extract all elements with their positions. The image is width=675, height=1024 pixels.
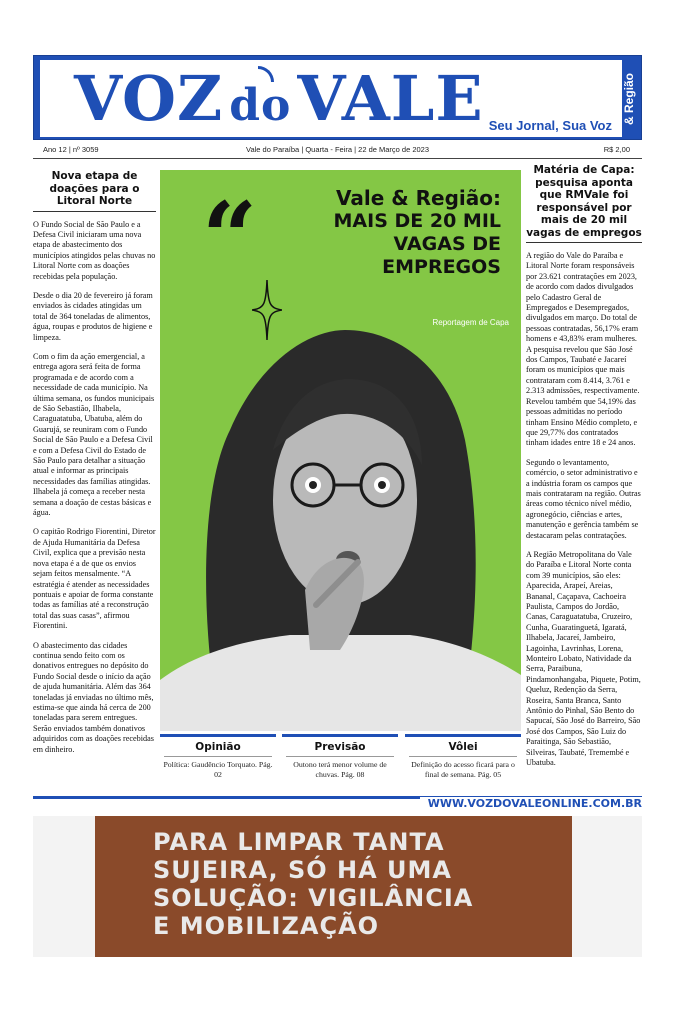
hero-subtitle: Reportagem de Capa bbox=[432, 318, 509, 327]
hero-title-line4: EMPREGOS bbox=[382, 256, 501, 278]
hero-title-line1: Vale & Região: bbox=[335, 186, 501, 210]
cover-photo bbox=[160, 290, 521, 731]
logo-part2: do bbox=[229, 80, 292, 131]
box-bar bbox=[282, 734, 398, 737]
price: R$ 2,00 bbox=[603, 145, 630, 154]
newspaper-scrap-right bbox=[572, 816, 642, 957]
quote-icon: “ bbox=[202, 181, 258, 294]
section-desc: Outono terá menor volume de chuvas. Pág. 08 bbox=[293, 760, 387, 779]
banner-line2: SUJEIRA, SÓ HÁ UMA bbox=[153, 856, 453, 884]
side-tag: & Região bbox=[622, 72, 636, 125]
masthead bbox=[33, 55, 642, 140]
website-link[interactable]: WWW.VOZDOVALEONLINE.COM.BR bbox=[420, 797, 642, 810]
left-article-body bbox=[33, 220, 156, 756]
divider bbox=[33, 158, 642, 159]
left-headline: Nova etapa de doações para o Litoral Norte bbox=[49, 170, 140, 207]
info-bar bbox=[33, 145, 642, 157]
paragraph: Desde o dia 20 de fevereiro já foram enviados às cidades atingidas um total de 364 toneladas de alimentos, água, roupas e produtos de higiene e limpeza. bbox=[33, 290, 153, 342]
logo-part3: VALE bbox=[297, 62, 484, 135]
paragraph: O Fundo Social de São Paulo e a Defesa Civil iniciaram uma nova etapa de abastecimento dos municípios atingidos pelas chuvas no Litoral Norte com as doações recebidas pela população. bbox=[33, 219, 156, 281]
bottom-banner bbox=[33, 816, 642, 957]
paragraph: A Região Metropolitana do Vale do Paraíba e Litoral Norte conta com 39 municípios, são eles: Aparecida, Arapeí, Areias, Bananal, Caçapava, Cachoeira Paulista, Campos do Jordão, Canas, Caraguatatuba, Cruzeiro, Cunha, Guaratinguetá, Igaratá, Ilhabela, Jacareí, Jambeiro, Lagoinha, Lavrinhas, Lorena, Monteiro Lobato, Natividade da Serra, Paraibuna, Pindamonhangaba, Piquete, Potim, Queluz, Redenção da Serra, Roseira, Santa Branca, Santo Antônio do Pinhal, São Bento do Sapucaí, São José do Barreiro, São José dos Campos, São Luiz do Paraitinga, São Sebastião, Silveiras, Taubaté, Tremembé e Ubatuba. bbox=[526, 549, 641, 768]
hero-title-line2: MAIS DE 20 MIL bbox=[333, 210, 501, 232]
box-bar bbox=[405, 734, 521, 737]
box-bar bbox=[160, 734, 276, 737]
divider bbox=[286, 756, 394, 757]
tagline: Seu Jornal, Sua Voz bbox=[488, 118, 612, 133]
newspaper-scrap-left bbox=[33, 816, 95, 957]
divider bbox=[164, 756, 272, 757]
section-desc: Política: Gaudêncio Torquato. Pág. 02 bbox=[163, 760, 273, 779]
logo-part1: VOZ bbox=[74, 62, 224, 135]
hero-title-line3: VAGAS DE bbox=[393, 233, 501, 255]
paragraph: Segundo o levantamento, comércio, o setor administrativo e a indústria foram os campos que mais contrataram na região. Outras áreas como técnico nível médio, agronegócio, ciências e artes, manutenção e gerência também se destacaram pelas contratações. bbox=[526, 457, 641, 540]
dateline: Vale do Paraíba | Quarta - Feira | 22 de Março de 2023 bbox=[246, 145, 430, 154]
divider bbox=[526, 242, 642, 243]
section-desc: Definição do acesso ficará para o final de semana. Pág. 05 bbox=[411, 760, 515, 779]
section-box-opiniao[interactable] bbox=[160, 734, 276, 794]
section-boxes bbox=[160, 734, 521, 794]
banner-line4: E MOBILIZAÇÃO bbox=[153, 912, 380, 940]
left-article bbox=[33, 170, 156, 764]
section-title: Opinião bbox=[195, 741, 241, 753]
sparkle-icon bbox=[252, 280, 282, 340]
banner-headline bbox=[153, 828, 473, 940]
paragraph: Com o fim da ação emergencial, a entrega agora será feita de forma programada e de acordo com a necessidade de cada município. Na última semana, os fundos municipais de São Sebastião, Ilhabela, Caraguatatuba, Ubatuba, além do Guarujá, se reuniram com o Fundo Social de São Paulo e a Defesa Civil e com a Defesa Civil do Estado de São Paulo para detalhar a situação atual e informar as principais necessidades das famílias atingidas. Ilhabela já começa a receber nesta semana a doação de cestas básicas e água. bbox=[33, 351, 155, 518]
logo bbox=[74, 62, 484, 135]
divider bbox=[409, 756, 517, 757]
section-title: Previsão bbox=[314, 741, 366, 753]
issue-number: Ano 12 | nº 3059 bbox=[43, 145, 99, 154]
right-article bbox=[526, 164, 642, 778]
hero-title bbox=[281, 186, 501, 279]
paragraph: A região do Vale do Paraíba e Litoral Norte foram responsáveis por 23.621 contratações em 2023, de acordo com dados divulgados pelo Cadastro Geral de Empregados e Desempregados, divulgados em março. Do total de pessoas contratadas, 56,17% eram homens e 43,83% eram mulheres. A pesquisa revelou que São José dos Campos, Taubaté e Jacareí foram os municípios que mais contrataram com 8.414, 3.761 e 2.313 admissões, respectivamente. Revelou também que 54,19% das pessoas admitidas no período tinham Ensino Médio completo, e que 29,77% dos contratados tinham idades entre 18 e 24 anos. bbox=[526, 251, 640, 448]
section-box-previsao[interactable] bbox=[282, 734, 398, 794]
paragraph: O capitão Rodrigo Fiorentini, Diretor de Ajuda Humanitária da Defesa Civil, explica que a previsão nesta nova etapa é a de que os envios sejam feitos mensalmente. “A estratégia é atender as necessidades pontuais e apoiar de forma constante todas as famílias até a reconstrução total das suas casas”, afirmou Fiorentini. bbox=[33, 527, 156, 631]
banner-line1: PARA LIMPAR TANTA bbox=[153, 828, 445, 856]
hero-cover bbox=[160, 170, 521, 731]
divider bbox=[33, 211, 156, 212]
right-headline: Matéria de Capa: pesquisa aponta que RMVale foi responsável por mais de 20 mil vagas de empregos bbox=[526, 164, 642, 239]
right-article-body bbox=[526, 251, 642, 769]
banner-line3: SOLUÇÃO: VIGILÂNCIA bbox=[153, 884, 474, 912]
section-box-volei[interactable] bbox=[405, 734, 521, 794]
section-title: Vôlei bbox=[448, 741, 478, 753]
paragraph: O abastecimento das cidades continua sendo feito com os donativos entregues no depósito do Fundo Social desde o início da ação de ajuda humanitária. Além das 364 toneladas já enviadas no último mês, estima-se que ainda há cerca de 200 toneladas para serem entregues. Serão enviados também donativos adquiridos com as doações recebidas em dinheiro. bbox=[33, 640, 154, 754]
